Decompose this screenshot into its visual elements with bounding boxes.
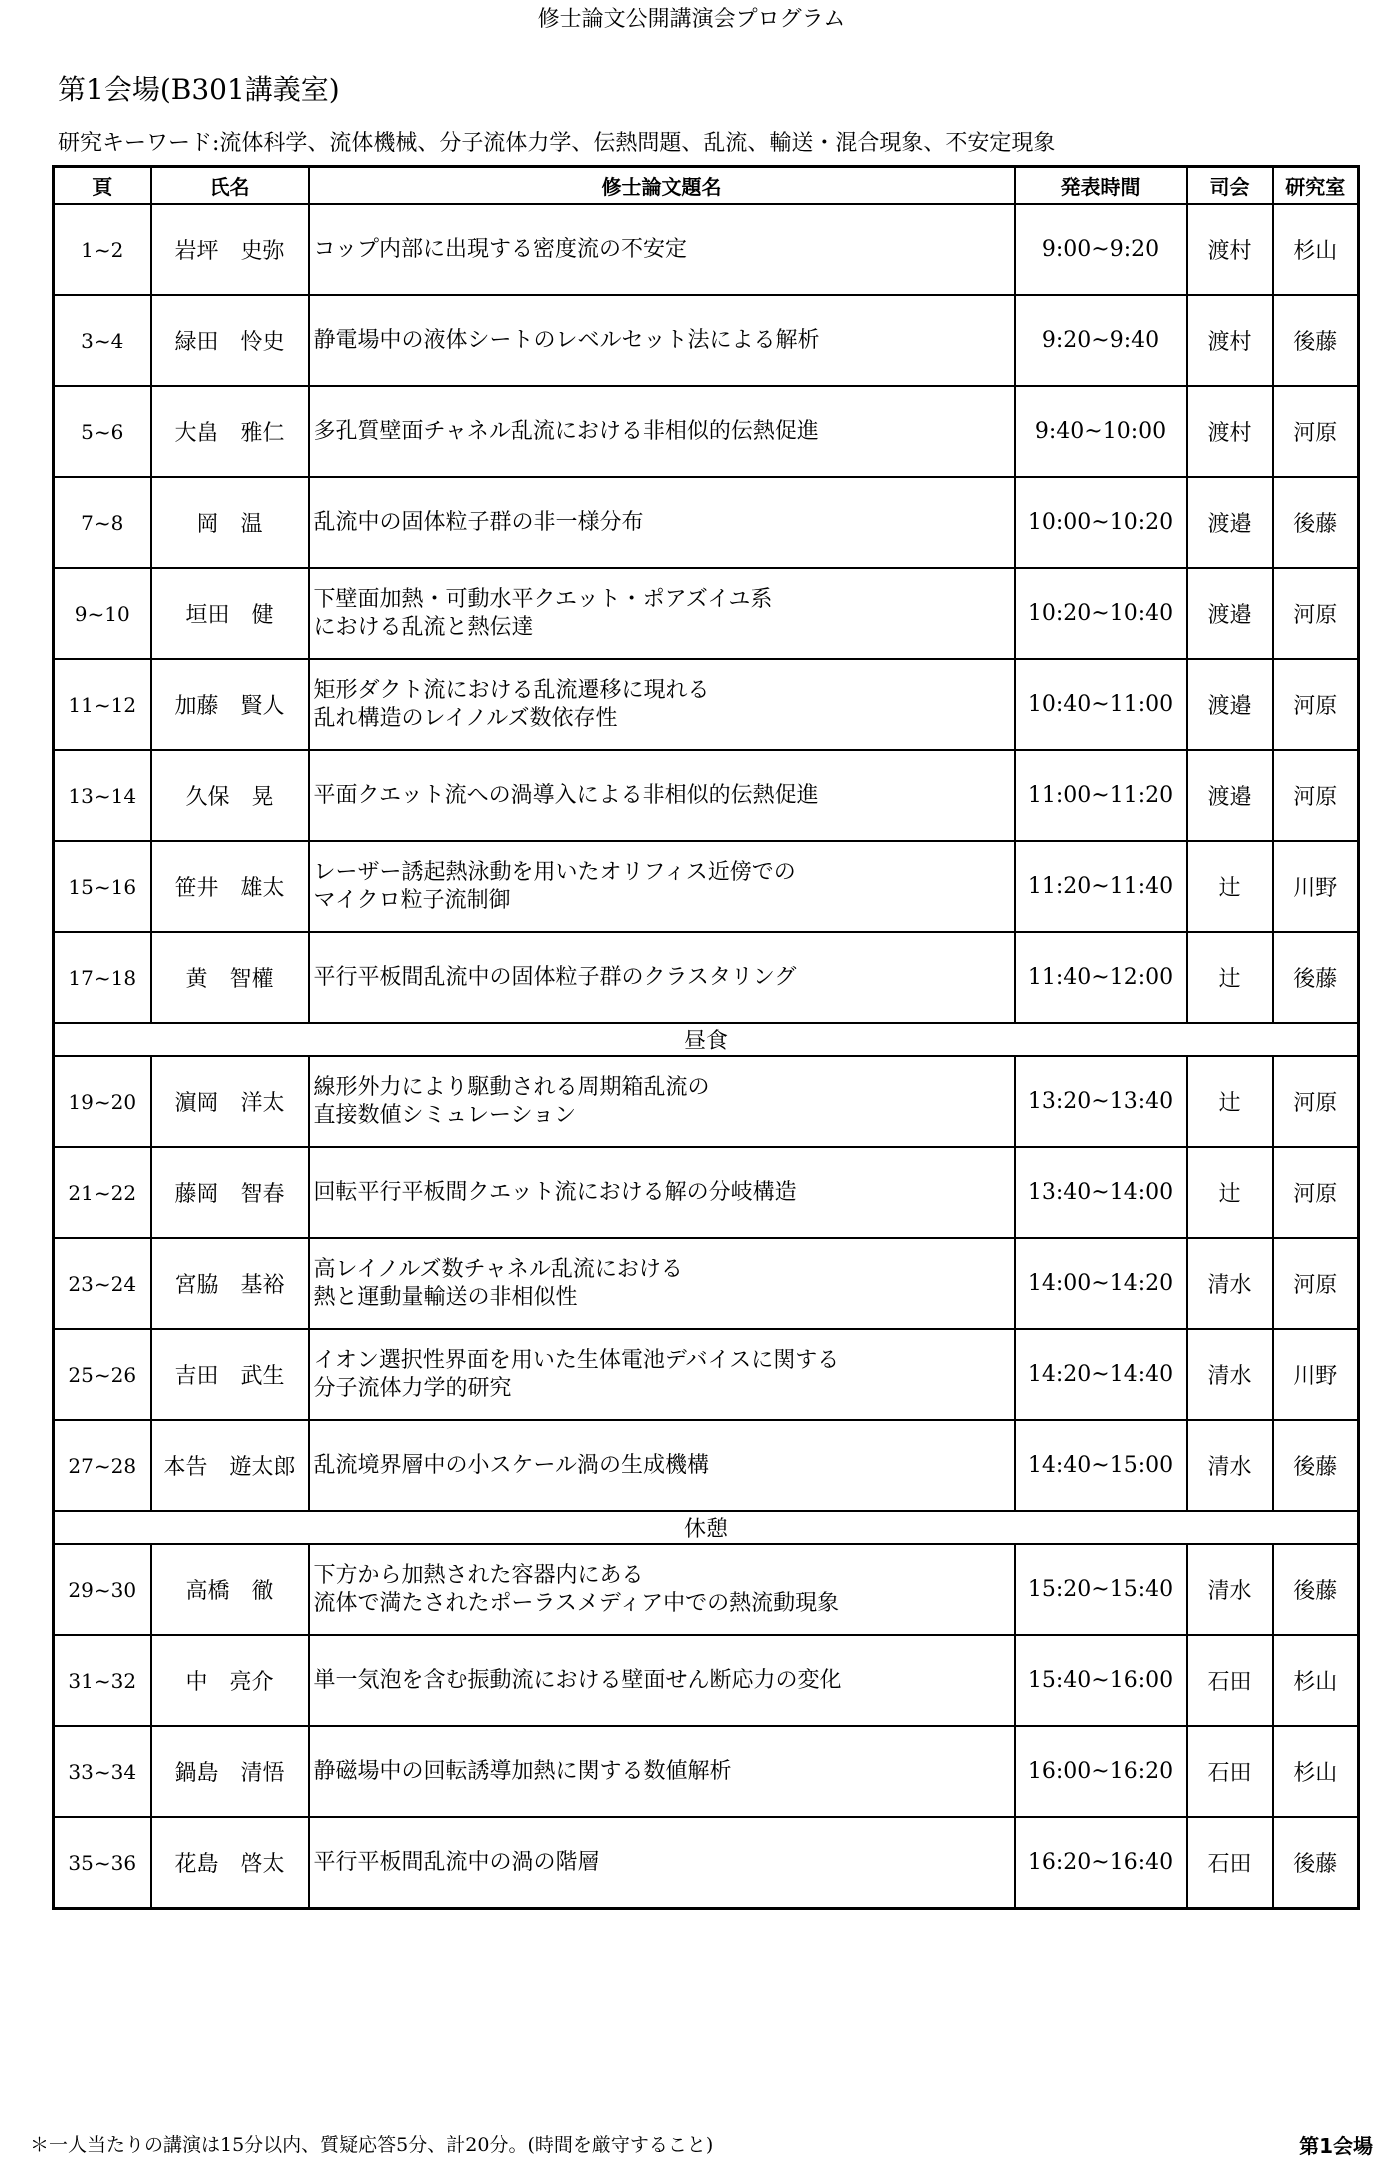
title-line: イオン選択性界面を用いた生体電池デバイスに関する — [313, 1347, 840, 1373]
title-line: レーザー誘起熱泳動を用いたオリフィス近傍での — [313, 859, 796, 885]
venue-heading: 第1会場(B301講義室) — [58, 73, 340, 106]
table-row — [54, 1056, 1359, 1147]
title-line: 分子流体力学的研究 — [313, 1375, 512, 1401]
header-lab: 研究室 — [1273, 167, 1359, 205]
table-row — [54, 1544, 1359, 1635]
cell-lab: 後藤 — [1273, 1544, 1359, 1635]
cell-chair: 清水 — [1187, 1329, 1273, 1420]
cell-chair: 清水 — [1187, 1238, 1273, 1329]
cell-pages: 23~24 — [54, 1238, 151, 1329]
table-row — [54, 1726, 1359, 1817]
title-line: 直接数値シミュレーション — [313, 1102, 577, 1128]
cell-pages: 33~34 — [54, 1726, 151, 1817]
table-row — [54, 1817, 1359, 1909]
cell-chair: 辻 — [1187, 1147, 1273, 1238]
cell-name: 濵岡 洋太 — [151, 1056, 309, 1147]
cell-chair: 渡邉 — [1187, 568, 1273, 659]
cell-name: 黄 智權 — [151, 932, 309, 1023]
cell-lab: 後藤 — [1273, 932, 1359, 1023]
table-row — [54, 1147, 1359, 1238]
cell-chair: 渡村 — [1187, 204, 1273, 295]
cell-title — [309, 1726, 1015, 1817]
table-row — [54, 1420, 1359, 1511]
cell-lab: 河原 — [1273, 1147, 1359, 1238]
cell-pages: 25~26 — [54, 1329, 151, 1420]
title-line: 単一気泡を含む振動流における壁面せん断応力の変化 — [313, 1667, 842, 1693]
header-chair: 司会 — [1187, 167, 1273, 205]
cell-name: 鍋島 清悟 — [151, 1726, 309, 1817]
cell-name: 宮脇 基裕 — [151, 1238, 309, 1329]
cell-pages: 15~16 — [54, 841, 151, 932]
title-line: 乱流中の固体粒子群の非一様分布 — [313, 509, 644, 535]
table-row — [54, 932, 1359, 1023]
cell-time: 10:40~11:00 — [1015, 659, 1187, 750]
cell-title — [309, 659, 1015, 750]
title-line: 乱流境界層中の小スケール渦の生成機構 — [313, 1452, 710, 1478]
cell-time: 13:40~14:00 — [1015, 1147, 1187, 1238]
title-line: 平行平板間乱流中の渦の階層 — [313, 1849, 600, 1875]
table-row — [54, 568, 1359, 659]
cell-pages: 9~10 — [54, 568, 151, 659]
break-row — [54, 1511, 1359, 1544]
cell-pages: 35~36 — [54, 1817, 151, 1909]
cell-title — [309, 204, 1015, 295]
program-body — [54, 204, 1359, 1909]
cell-lab: 河原 — [1273, 750, 1359, 841]
footnote: ＊一人当たりの講演は15分以内、質疑応答5分、計20分。(時間を厳守すること) — [30, 2134, 714, 2156]
cell-name: 藤岡 智春 — [151, 1147, 309, 1238]
cell-time: 14:00~14:20 — [1015, 1238, 1187, 1329]
title-line: マイクロ粒子流制御 — [313, 887, 511, 913]
table-row — [54, 1635, 1359, 1726]
cell-title — [309, 1544, 1015, 1635]
title-line: 流体で満たされたポーラスメディア中での熱流動現象 — [313, 1590, 840, 1616]
title-line: 下方から加熱された容器内にある — [313, 1562, 644, 1588]
break-label: 休憩 — [54, 1511, 1359, 1544]
cell-pages: 31~32 — [54, 1635, 151, 1726]
cell-name: 笹井 雄太 — [151, 841, 309, 932]
cell-pages: 1~2 — [54, 204, 151, 295]
header-pages: 頁 — [54, 167, 151, 205]
cell-time: 9:40~10:00 — [1015, 386, 1187, 477]
cell-title — [309, 1056, 1015, 1147]
cell-lab: 川野 — [1273, 1329, 1359, 1420]
cell-time: 13:20~13:40 — [1015, 1056, 1187, 1147]
cell-time: 9:20~9:40 — [1015, 295, 1187, 386]
header-time: 発表時間 — [1015, 167, 1187, 205]
cell-chair: 渡村 — [1187, 295, 1273, 386]
cell-lab: 河原 — [1273, 386, 1359, 477]
title-line: 線形外力により駆動される周期箱乱流の — [313, 1074, 710, 1100]
cell-chair: 清水 — [1187, 1544, 1273, 1635]
cell-name: 岩坪 史弥 — [151, 204, 309, 295]
cell-pages: 11~12 — [54, 659, 151, 750]
cell-lab: 杉山 — [1273, 1635, 1359, 1726]
table-row — [54, 1238, 1359, 1329]
cell-time: 15:20~15:40 — [1015, 1544, 1187, 1635]
cell-chair: 辻 — [1187, 1056, 1273, 1147]
cell-chair: 渡邉 — [1187, 477, 1273, 568]
title-line: コップ内部に出現する密度流の不安定 — [313, 236, 688, 262]
cell-time: 9:00~9:20 — [1015, 204, 1187, 295]
cell-time: 15:40~16:00 — [1015, 1635, 1187, 1726]
cell-title — [309, 295, 1015, 386]
cell-pages: 19~20 — [54, 1056, 151, 1147]
cell-title — [309, 477, 1015, 568]
cell-title — [309, 568, 1015, 659]
break-row — [54, 1023, 1359, 1056]
cell-name: 吉田 武生 — [151, 1329, 309, 1420]
research-keywords: 研究キーワード:流体科学、流体機械、分子流体力学、伝熱問題、乱流、輸送・混合現象、不安定現象 — [58, 131, 1056, 156]
cell-name: 加藤 賢人 — [151, 659, 309, 750]
cell-time: 10:20~10:40 — [1015, 568, 1187, 659]
cell-pages: 29~30 — [54, 1544, 151, 1635]
title-line: 多孔質壁面チャネル乱流における非相似的伝熱促進 — [313, 418, 819, 444]
cell-title — [309, 1329, 1015, 1420]
cell-title — [309, 1147, 1015, 1238]
cell-pages: 17~18 — [54, 932, 151, 1023]
cell-lab: 河原 — [1273, 659, 1359, 750]
cell-pages: 5~6 — [54, 386, 151, 477]
cell-chair: 石田 — [1187, 1726, 1273, 1817]
page-title: 修士論文公開講演会プログラム — [537, 7, 846, 32]
header-title: 修士論文題名 — [309, 167, 1015, 205]
cell-chair: 石田 — [1187, 1817, 1273, 1909]
cell-time: 11:40~12:00 — [1015, 932, 1187, 1023]
cell-name: 中 亮介 — [151, 1635, 309, 1726]
cell-time: 14:40~15:00 — [1015, 1420, 1187, 1511]
table-row — [54, 477, 1359, 568]
title-line: 下壁面加熱・可動水平クエット・ポアズイユ系 — [313, 586, 773, 612]
title-line: 熱と運動量輸送の非相似性 — [313, 1284, 578, 1310]
title-line: 静磁場中の回転誘導加熱に関する数値解析 — [313, 1758, 732, 1784]
cell-pages: 13~14 — [54, 750, 151, 841]
cell-time: 16:00~16:20 — [1015, 1726, 1187, 1817]
cell-pages: 21~22 — [54, 1147, 151, 1238]
cell-time: 16:20~16:40 — [1015, 1817, 1187, 1909]
table-row — [54, 204, 1359, 295]
title-line: 平行平板間乱流中の固体粒子群のクラスタリング — [313, 964, 797, 990]
cell-lab: 河原 — [1273, 568, 1359, 659]
cell-title — [309, 1420, 1015, 1511]
cell-title — [309, 750, 1015, 841]
cell-pages: 7~8 — [54, 477, 151, 568]
cell-title — [309, 932, 1015, 1023]
header-name: 氏名 — [151, 167, 309, 205]
cell-lab: 後藤 — [1273, 477, 1359, 568]
table-row — [54, 386, 1359, 477]
cell-pages: 3~4 — [54, 295, 151, 386]
cell-chair: 渡村 — [1187, 386, 1273, 477]
table-header-row — [54, 167, 1359, 205]
table-row — [54, 295, 1359, 386]
footer-venue-label: 第1会場 — [1299, 2134, 1373, 2158]
cell-lab: 川野 — [1273, 841, 1359, 932]
table-row — [54, 841, 1359, 932]
table-row — [54, 1329, 1359, 1420]
cell-time: 10:00~10:20 — [1015, 477, 1187, 568]
cell-name: 垣田 健 — [151, 568, 309, 659]
cell-chair: 清水 — [1187, 1420, 1273, 1511]
cell-lab: 後藤 — [1273, 295, 1359, 386]
cell-lab: 杉山 — [1273, 1726, 1359, 1817]
title-line: 平面クエット流への渦導入による非相似的伝熱促進 — [313, 782, 819, 808]
cell-name: 花島 啓太 — [151, 1817, 309, 1909]
cell-name: 岡 温 — [151, 477, 309, 568]
title-line: における乱流と熱伝達 — [313, 614, 534, 640]
cell-chair: 辻 — [1187, 841, 1273, 932]
table-row — [54, 659, 1359, 750]
title-line: 回転平行平板間クエット流における解の分岐構造 — [313, 1179, 797, 1205]
cell-lab: 杉山 — [1273, 204, 1359, 295]
cell-title — [309, 1817, 1015, 1909]
cell-title — [309, 386, 1015, 477]
title-line: 矩形ダクト流における乱流遷移に現れる — [313, 677, 710, 703]
cell-name: 本告 遊太郎 — [151, 1420, 309, 1511]
cell-lab: 後藤 — [1273, 1420, 1359, 1511]
cell-chair: 渡邉 — [1187, 659, 1273, 750]
cell-lab: 河原 — [1273, 1238, 1359, 1329]
title-line: 静電場中の液体シートのレベルセット法による解析 — [313, 327, 820, 353]
cell-lab: 後藤 — [1273, 1817, 1359, 1909]
table-row — [54, 750, 1359, 841]
cell-lab: 河原 — [1273, 1056, 1359, 1147]
title-line: 高レイノルズ数チャネル乱流における — [313, 1256, 683, 1282]
cell-title — [309, 1238, 1015, 1329]
cell-pages: 27~28 — [54, 1420, 151, 1511]
break-label: 昼食 — [54, 1023, 1359, 1056]
cell-time: 14:20~14:40 — [1015, 1329, 1187, 1420]
cell-title — [309, 1635, 1015, 1726]
program-table — [52, 165, 1360, 1910]
cell-title — [309, 841, 1015, 932]
cell-chair: 辻 — [1187, 932, 1273, 1023]
cell-time: 11:00~11:20 — [1015, 750, 1187, 841]
cell-name: 高橋 徹 — [151, 1544, 309, 1635]
cell-chair: 渡邉 — [1187, 750, 1273, 841]
cell-chair: 石田 — [1187, 1635, 1273, 1726]
cell-time: 11:20~11:40 — [1015, 841, 1187, 932]
cell-name: 大畠 雅仁 — [151, 386, 309, 477]
cell-name: 久保 晃 — [151, 750, 309, 841]
title-line: 乱れ構造のレイノルズ数依存性 — [313, 705, 618, 731]
cell-name: 緑田 怜史 — [151, 295, 309, 386]
